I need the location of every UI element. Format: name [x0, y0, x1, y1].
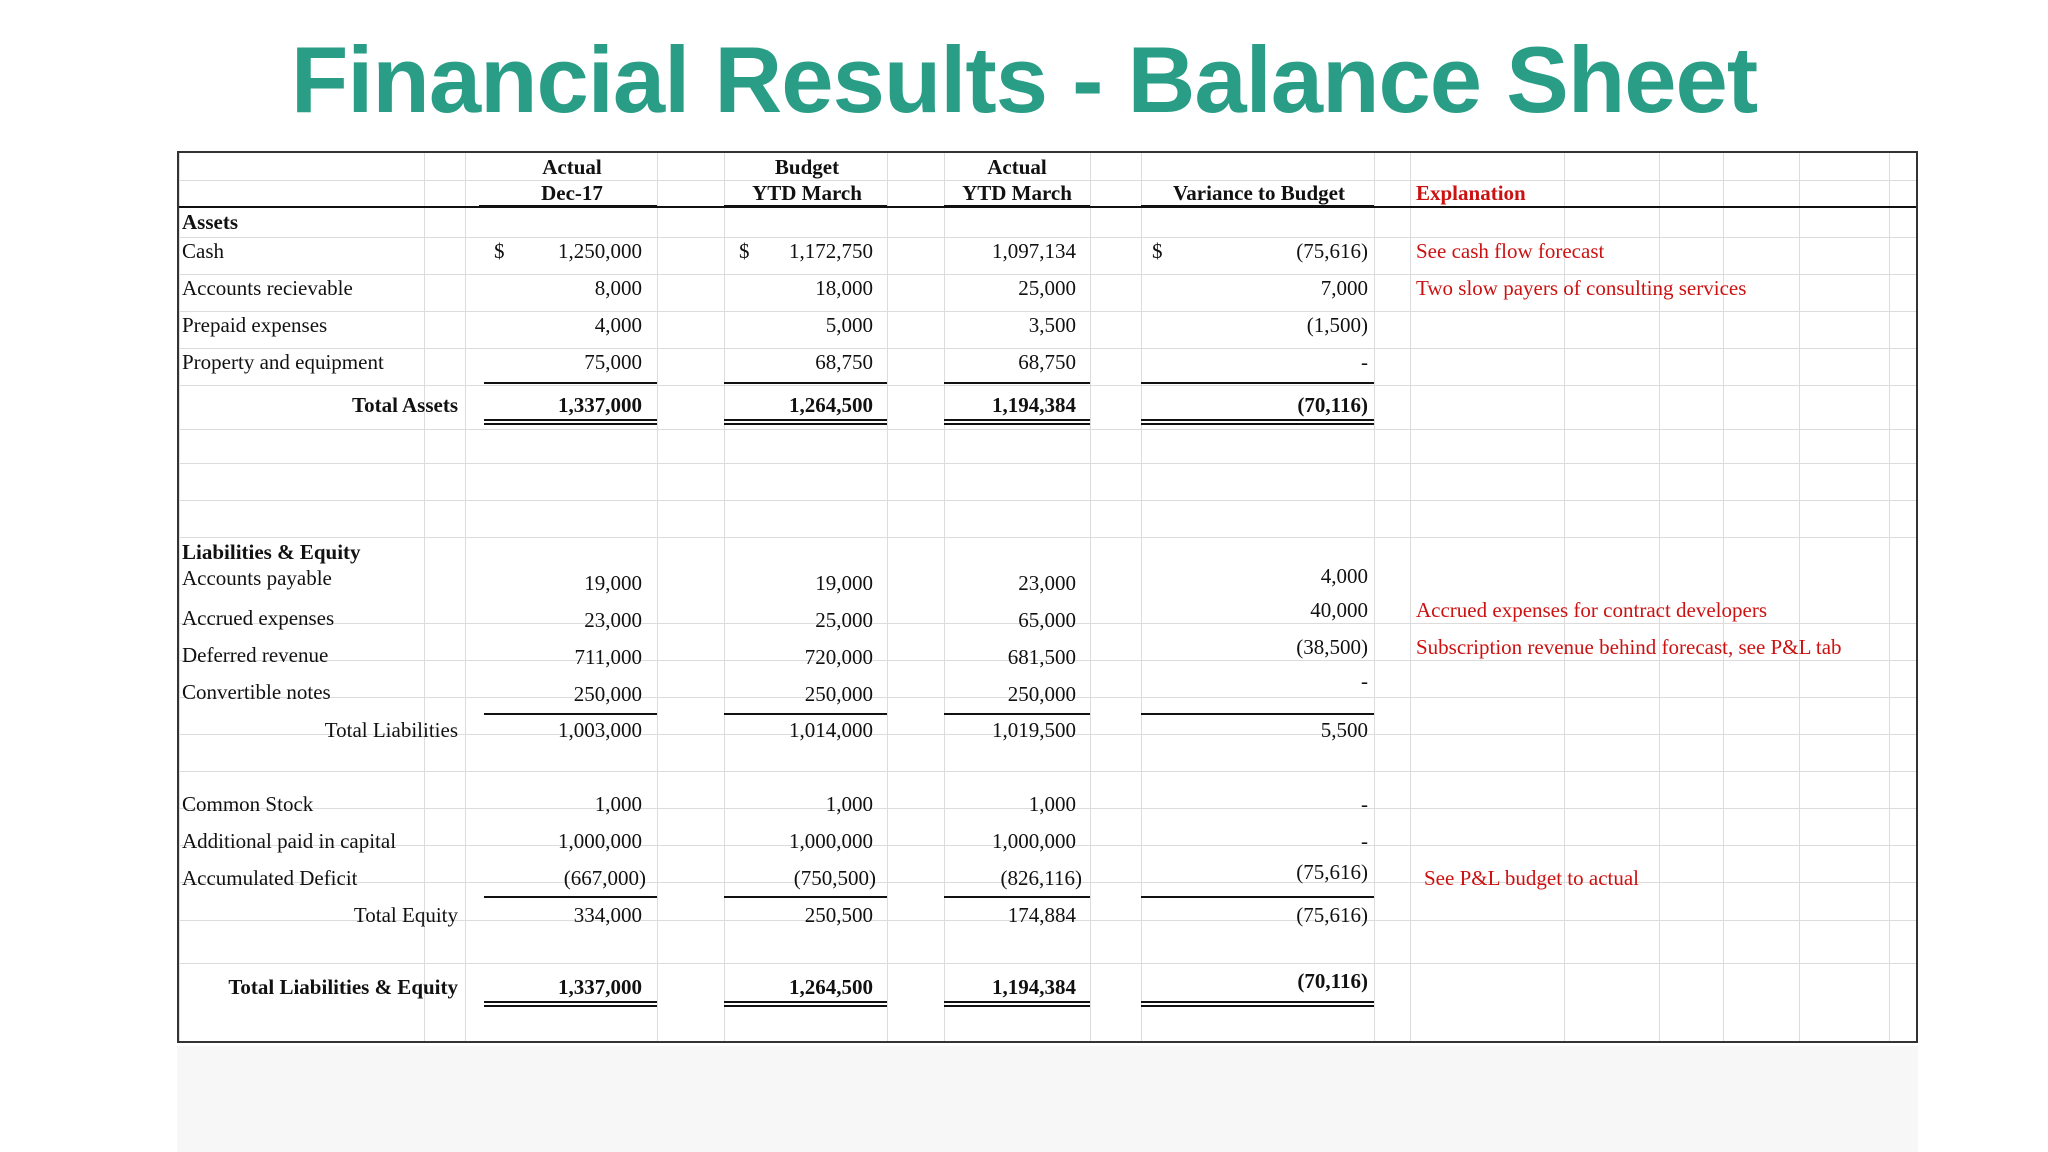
header-col3-line2: YTD March: [962, 181, 1072, 205]
total-double-rule: [484, 1001, 657, 1007]
cell-variance: -: [1361, 792, 1368, 816]
header-explanation: Explanation: [1416, 181, 1526, 205]
cell-variance: (75,616): [1296, 239, 1368, 263]
cell-budget-ytd: 720,000: [804, 645, 873, 669]
cell-variance: (70,116): [1297, 969, 1368, 993]
cell-actual-dec17: 1,337,000: [558, 393, 642, 417]
grid-vline: [1374, 153, 1375, 1041]
cell-actual-ytd: 68,750: [1018, 350, 1076, 374]
subtotal-rule: [484, 382, 657, 384]
cell-variance: (75,616): [1296, 860, 1368, 884]
cell-budget-ytd: 1,000: [825, 792, 873, 816]
total-label: Total Assets: [352, 393, 458, 417]
grid-hline: [179, 500, 1916, 501]
total-label: Total Equity: [353, 903, 458, 927]
grid-vline: [724, 153, 725, 1041]
grid-hline: [179, 237, 1916, 238]
row-label: Accounts recievable: [182, 276, 353, 300]
total-double-rule: [724, 1001, 887, 1007]
cell-budget-ytd: 19,000: [815, 571, 873, 595]
subtotal-rule: [724, 896, 887, 898]
cell-actual-dec17: 1,000,000: [558, 829, 642, 853]
row-label: Common Stock: [182, 792, 314, 816]
section-heading-liabilities-equity: Liabilities & Equity: [182, 540, 361, 564]
cell-actual-ytd: 250,000: [1007, 682, 1076, 706]
cell-explanation: See P&L budget to actual: [1424, 866, 1640, 890]
cell-explanation: See cash flow forecast: [1416, 239, 1605, 263]
grid-hline: [179, 274, 1916, 275]
cell-actual-ytd: 1,000,000: [992, 829, 1076, 853]
cell-actual-dec17: 8,000: [594, 276, 642, 300]
cell-budget-ytd: 1,014,000: [789, 718, 873, 742]
cell-variance: (38,500): [1296, 635, 1368, 659]
header-variance: Variance to Budget: [1173, 181, 1345, 205]
grid-hline: [179, 385, 1916, 386]
grid-hline: [179, 311, 1916, 312]
currency-symbol: $: [494, 239, 505, 263]
cell-actual-dec17: 1,000: [594, 792, 642, 816]
header-divider: [179, 206, 1918, 208]
cell-actual-ytd: 1,097,134: [992, 239, 1076, 263]
cell-budget-ytd: (750,500): [793, 866, 876, 890]
cell-budget-ytd: 250,500: [804, 903, 873, 927]
cell-actual-dec17: 1,337,000: [558, 975, 642, 999]
cell-actual-ytd: 1,019,500: [992, 718, 1076, 742]
grid-vline: [1410, 153, 1411, 1041]
cell-variance: 4,000: [1320, 564, 1368, 588]
row-label: Property and equipment: [182, 350, 384, 374]
cell-actual-dec17: 250,000: [573, 682, 642, 706]
row-label: Cash: [182, 239, 224, 263]
cell-actual-ytd: 25,000: [1018, 276, 1076, 300]
cell-actual-dec17: 4,000: [594, 313, 642, 337]
total-double-rule: [1141, 1001, 1374, 1007]
total-double-rule: [724, 419, 887, 425]
cell-actual-ytd: 65,000: [1018, 608, 1076, 632]
cell-budget-ytd: 25,000: [815, 608, 873, 632]
cell-budget-ytd: 1,264,500: [789, 393, 873, 417]
cell-budget-ytd: 1,264,500: [789, 975, 873, 999]
grid-hline: [179, 963, 1916, 964]
cell-actual-ytd: 23,000: [1018, 571, 1076, 595]
header-col1-line2: Dec-17: [541, 181, 603, 205]
total-double-rule: [1141, 419, 1374, 425]
cell-explanation: Two slow payers of consulting services: [1416, 276, 1747, 300]
grid-hline: [179, 771, 1916, 772]
total-double-rule: [484, 419, 657, 425]
header-col2-line2: YTD March: [752, 181, 862, 205]
cell-variance: -: [1361, 669, 1368, 693]
cell-variance: 40,000: [1310, 598, 1368, 622]
cell-explanation: Subscription revenue behind forecast, see P&L tab: [1416, 635, 1842, 659]
cell-actual-ytd: 174,884: [1007, 903, 1076, 927]
cell-budget-ytd: 68,750: [815, 350, 873, 374]
cell-variance: 7,000: [1320, 276, 1368, 300]
cell-budget-ytd: 1,000,000: [789, 829, 873, 853]
cell-actual-dec17: 1,003,000: [558, 718, 642, 742]
subtotal-rule: [944, 382, 1090, 384]
grid-vline: [944, 153, 945, 1041]
cell-actual-ytd: (826,116): [1000, 866, 1082, 890]
cell-actual-dec17: (667,000): [563, 866, 646, 890]
cell-explanation: Accrued expenses for contract developers: [1416, 598, 1768, 622]
cell-variance: (75,616): [1296, 903, 1368, 927]
currency-symbol: $: [1152, 239, 1163, 263]
cell-actual-dec17: 334,000: [573, 903, 642, 927]
cell-actual-ytd: 1,194,384: [992, 393, 1076, 417]
cell-actual-dec17: 19,000: [584, 571, 642, 595]
cell-budget-ytd: 18,000: [815, 276, 873, 300]
subtotal-rule: [484, 896, 657, 898]
row-label: Additional paid in capital: [182, 829, 397, 853]
subtotal-rule: [484, 713, 657, 715]
cell-actual-dec17: 1,250,000: [558, 239, 642, 263]
grid-vline: [1799, 153, 1800, 1041]
total-label: Total Liabilities: [324, 718, 458, 742]
row-label: Convertible notes: [182, 680, 331, 704]
subtotal-rule: [944, 713, 1090, 715]
total-label: Total Liabilities & Equity: [228, 975, 458, 999]
cell-variance: (1,500): [1306, 313, 1368, 337]
grid-vline: [1141, 153, 1142, 1041]
row-label: Prepaid expenses: [182, 313, 328, 337]
balance-sheet-table: [177, 151, 1918, 1043]
cell-budget-ytd: 1,172,750: [789, 239, 873, 263]
row-label: Accrued expenses: [182, 606, 335, 630]
row-label: Accumulated Deficit: [182, 866, 358, 890]
cell-actual-ytd: 1,000: [1028, 792, 1076, 816]
grid-hline: [179, 537, 1916, 538]
subtotal-rule: [724, 382, 887, 384]
cell-actual-dec17: 23,000: [584, 608, 642, 632]
grid-vline: [1889, 153, 1890, 1041]
cell-budget-ytd: 5,000: [825, 313, 873, 337]
header-col1-line1: Actual: [542, 155, 602, 179]
bottom-strip: [177, 1046, 1918, 1152]
cell-actual-dec17: 75,000: [584, 350, 642, 374]
subtotal-rule: [944, 896, 1090, 898]
total-double-rule: [944, 419, 1090, 425]
cell-variance: (70,116): [1297, 393, 1368, 417]
grid-hline: [179, 429, 1916, 430]
grid-vline: [465, 153, 466, 1041]
currency-symbol: $: [739, 239, 750, 263]
grid-vline: [179, 153, 180, 1041]
cell-actual-ytd: 681,500: [1007, 645, 1076, 669]
cell-variance: 5,500: [1320, 718, 1368, 742]
cell-variance: -: [1361, 829, 1368, 853]
page-title: Financial Results - Balance Sheet: [290, 27, 1758, 132]
subtotal-rule: [1141, 713, 1374, 715]
grid-hline: [179, 463, 1916, 464]
section-heading-assets: Assets: [182, 210, 238, 234]
cell-actual-ytd: 1,194,384: [992, 975, 1076, 999]
row-label: Deferred revenue: [182, 643, 329, 667]
header-col3-line1: Actual: [987, 155, 1047, 179]
cell-actual-dec17: 711,000: [574, 645, 642, 669]
subtotal-rule: [1141, 896, 1374, 898]
subtotal-rule: [724, 713, 887, 715]
grid-vline: [657, 153, 658, 1041]
header-col2-line1: Budget: [774, 155, 840, 179]
grid-hline: [179, 348, 1916, 349]
total-double-rule: [944, 1001, 1090, 1007]
row-label: Accounts payable: [182, 566, 332, 590]
cell-actual-ytd: 3,500: [1028, 313, 1076, 337]
cell-budget-ytd: 250,000: [804, 682, 873, 706]
grid-vline: [887, 153, 888, 1041]
subtotal-rule: [1141, 382, 1374, 384]
grid-vline: [1090, 153, 1091, 1041]
cell-variance: -: [1361, 350, 1368, 374]
